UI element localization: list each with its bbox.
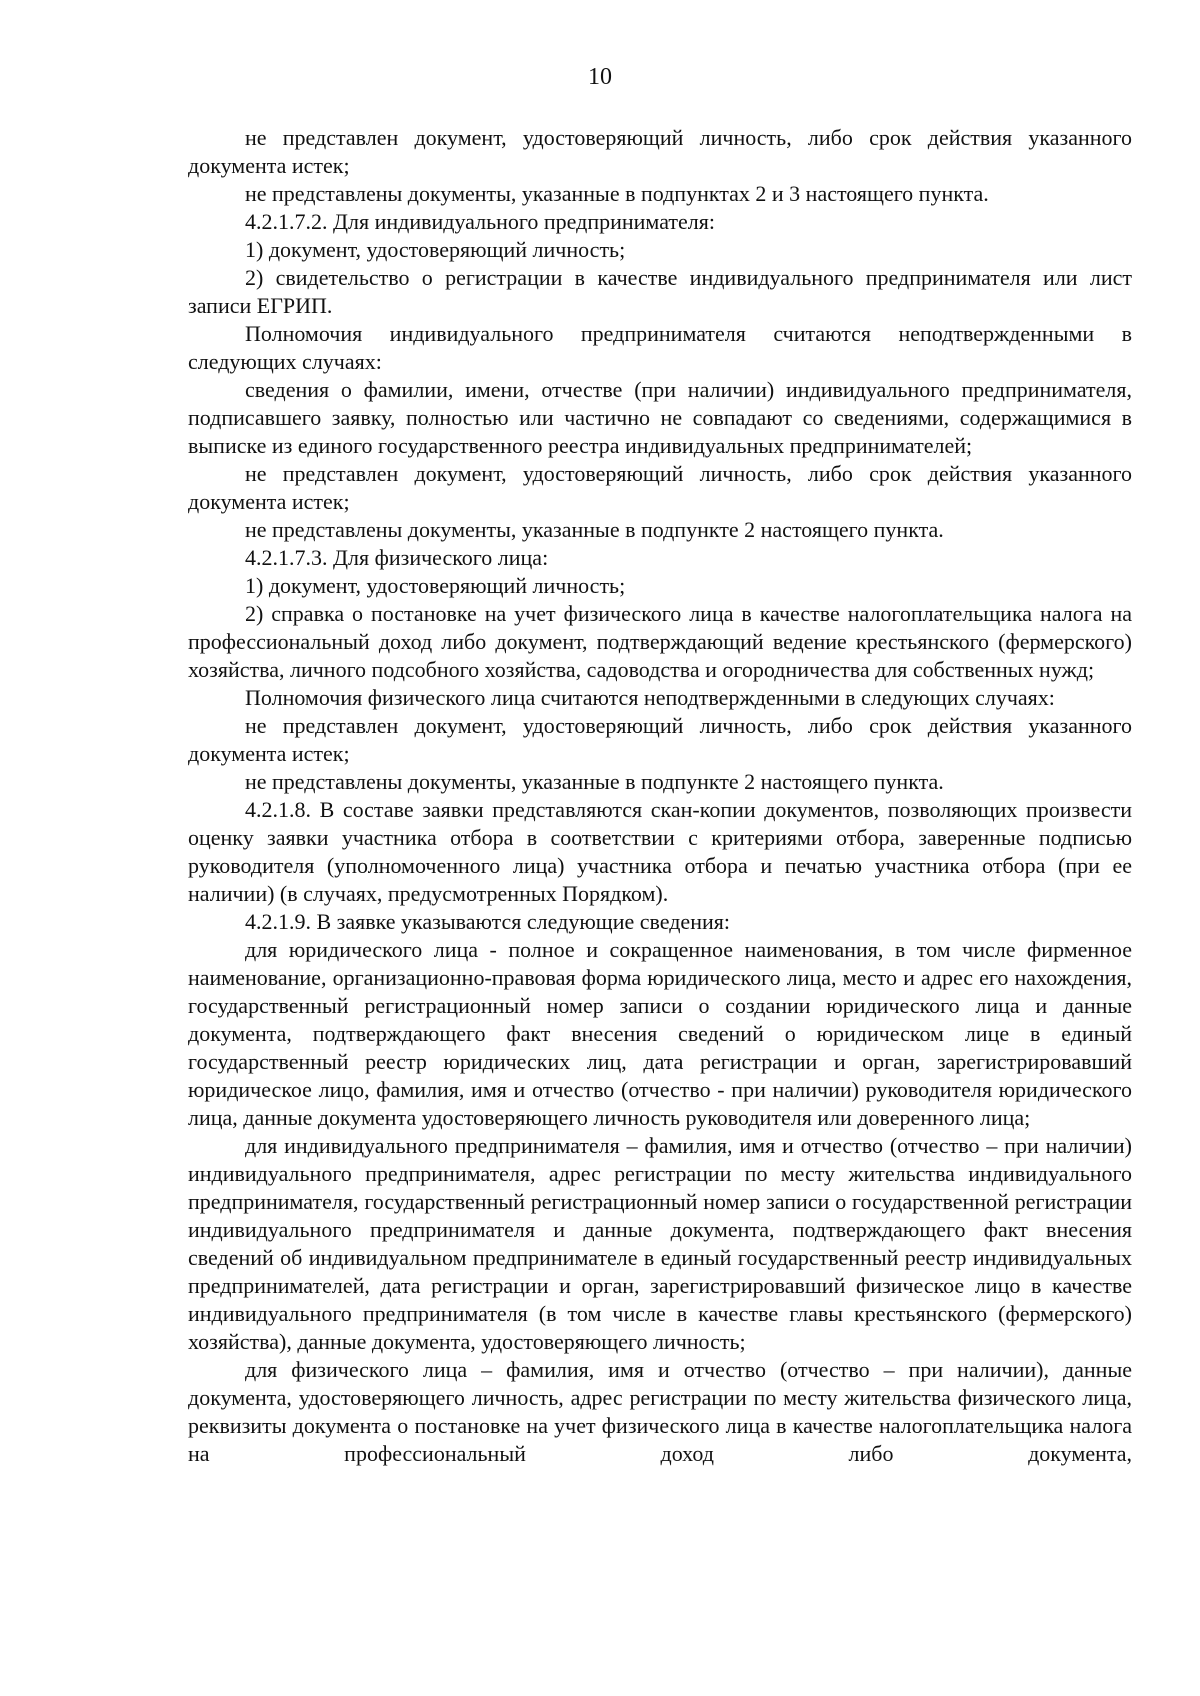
paragraph: для физического лица – фамилия, имя и отчество (отчество – при наличии), данные документа, удостоверяющего личность, адрес регистрации по месту жительства физического лица, реквизиты документа о постановке на учет физического лица в качестве налогоплательщика налога на профессиональный доход либо документа,	[188, 1357, 1132, 1466]
document-body	[188, 124, 1132, 1468]
paragraph: для индивидуального предпринимателя – фамилия, имя и отчество (отчество – при наличии) индивидуального предпринимателя, адрес регистрации по месту жительства индивидуального предпринимателя, государственный регистрационный номер записи о государственной регистрации индивидуального предпринимателя и данные документа, подтверждающего факт внесения сведений об индивидуальном предпринимателе в единый государственный реестр индивидуальных предпринимателей, дата регистрации и орган, зарегистрировавший физическое лицо в качестве индивидуального предпринимателя (в том числе в качестве главы крестьянского (фермерского) хозяйства), данные документа, удостоверяющего личность;	[188, 1133, 1132, 1354]
paragraph: не представлены документы, указанные в подпунктах 2 и 3 настоящего пункта.	[245, 181, 989, 206]
page-number: 10	[588, 64, 612, 90]
paragraph: Полномочия индивидуального предпринимателя считаются неподтвержденными в следующих случаях:	[188, 321, 1132, 374]
paragraph: для юридического лица - полное и сокращенное наименования, в том числе фирменное наименование, организационно-правовая форма юридического лица, место и адрес его нахождения, государственный регистрационный номер записи о создании юридического лица и данные документа, подтверждающего факт внесения сведений о юридическом лице в единый государственный реестр юридических лиц, дата регистрации и орган, зарегистрировавший юридическое лицо, фамилия, имя и отчество (отчество - при наличии) руководителя юридического лица, данные документа удостоверяющего личность руководителя или доверенного лица;	[188, 937, 1132, 1130]
paragraph: не представлен документ, удостоверяющий личность, либо срок действия указанного документа истек;	[188, 713, 1132, 766]
paragraph: не представлен документ, удостоверяющий личность, либо срок действия указанного документа истек;	[188, 461, 1132, 514]
paragraph: 4.2.1.9. В заявке указываются следующие сведения:	[245, 909, 730, 934]
paragraph: 1) документ, удостоверяющий личность;	[245, 237, 626, 262]
paragraph: сведения о фамилии, имени, отчестве (при наличии) индивидуального предпринимателя, подписавшего заявку, полностью или частично не совпадают со сведениями, содержащимися в выписке из единого государственного реестра индивидуальных предпринимателей;	[188, 377, 1132, 458]
paragraph: Полномочия физического лица считаются неподтвержденными в следующих случаях:	[245, 685, 1055, 710]
paragraph: 2) свидетельство о регистрации в качестве индивидуального предпринимателя или лист записи ЕГРИП.	[188, 265, 1132, 318]
paragraph: 4.2.1.7.2. Для индивидуального предпринимателя:	[245, 209, 715, 234]
paragraph: не представлены документы, указанные в подпункте 2 настоящего пункта.	[245, 769, 944, 794]
paragraph: 2) справка о постановке на учет физического лица в качестве налогоплательщика налога на профессиональный доход либо документ, подтверждающий ведение крестьянского (фермерского) хозяйства, личного подсобного хозяйства, садоводства и огородничества для собственных нужд;	[188, 601, 1132, 682]
paragraph: не представлен документ, удостоверяющий личность, либо срок действия указанного документа истек;	[188, 125, 1132, 178]
paragraph: не представлены документы, указанные в подпункте 2 настоящего пункта.	[245, 517, 944, 542]
paragraph: 4.2.1.8. В составе заявки представляются скан-копии документов, позволяющих произвести оценку заявки участника отбора в соответствии с критериями отбора, заверенные подписью руководителя (уполномоченного лица) участника отбора и печатью участника отбора (при ее наличии) (в случаях, предусмотренных Порядком).	[188, 797, 1132, 906]
paragraph: 1) документ, удостоверяющий личность;	[245, 573, 626, 598]
paragraph: 4.2.1.7.3. Для физического лица:	[245, 545, 549, 570]
